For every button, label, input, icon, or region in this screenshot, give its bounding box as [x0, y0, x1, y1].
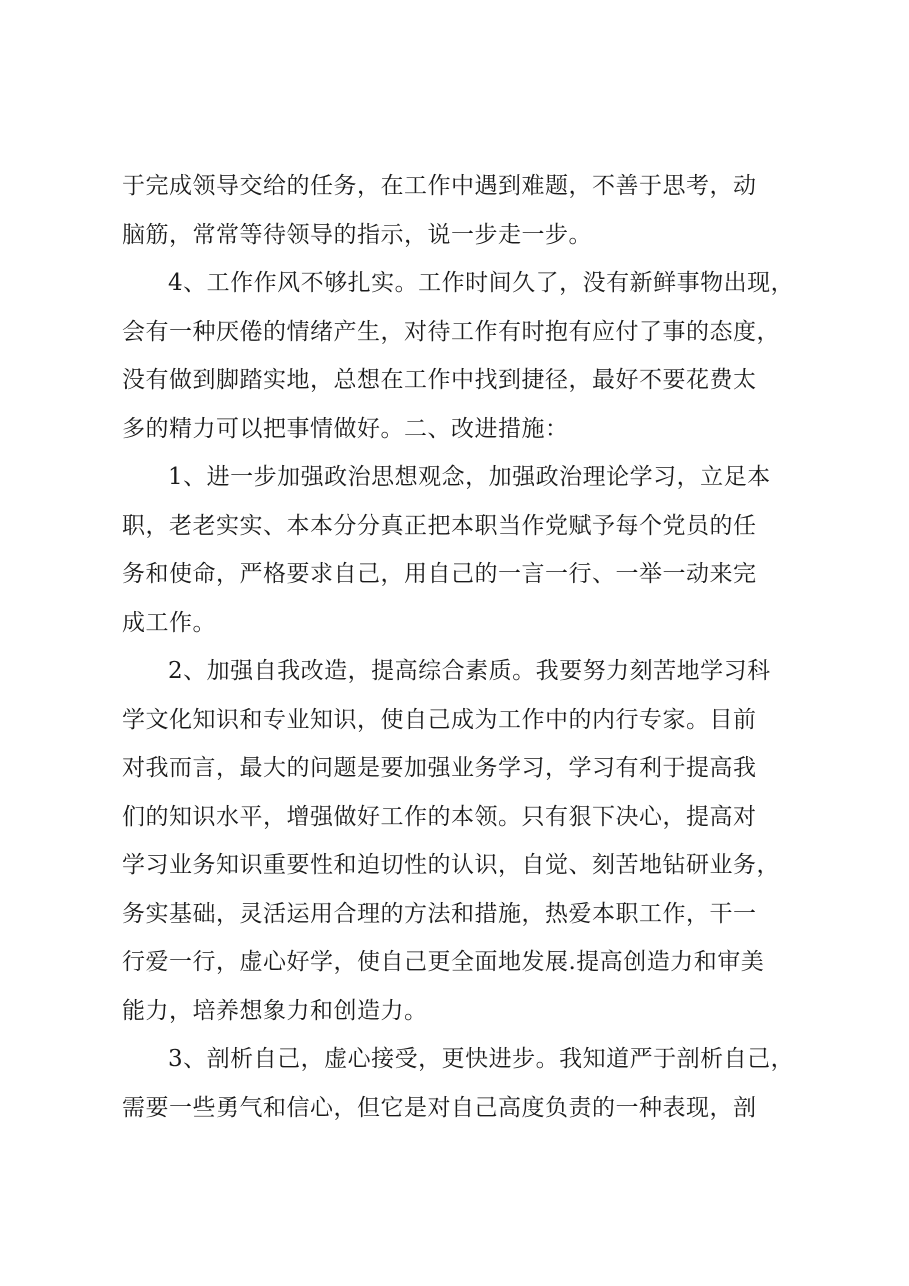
text-line: 于完成领导交给的任务，在工作中遇到难题，不善于思考，动: [122, 173, 757, 199]
text-line: 没有做到脚踏实地，总想在工作中找到捷径，最好不要花费太: [122, 367, 757, 393]
paragraph-measure-1: [122, 453, 802, 647]
document-body: [122, 162, 802, 1132]
text-line: 能力，培养想象力和创造力。: [122, 997, 428, 1024]
text-line: 务实基础，灵活运用合理的方法和措施，热爱本职工作，干一: [122, 900, 757, 927]
text-line: 成工作。: [122, 609, 216, 636]
text-line: 需要一些勇气和信心，但它是对自己高度负责的一种表现，剖: [122, 1094, 757, 1121]
paragraph-continuation: [122, 162, 802, 259]
paragraph-measure-3: [122, 1035, 802, 1132]
text-line: 行爱一行，虚心好学，使自己更全面地发展.提高创造力和审美: [122, 949, 765, 975]
text-line: 3、剖析自己，虚心接受，更快进步。我知道严于剖析自己，: [168, 1046, 795, 1072]
text-line: 1、进一步加强政治思想观念，加强政治理论学习，立足本: [168, 464, 771, 490]
text-line: 4、工作作风不够扎实。工作时间久了，没有新鲜事物出现，: [168, 270, 795, 296]
text-line: 学习业务知识重要性和迫切性的认识，自觉、刻苦地钻研业务，: [122, 852, 780, 878]
text-line: 脑筋，常常等待领导的指示，说一步走一步。: [122, 221, 592, 248]
text-line: 对我而言，最大的问题是要加强业务学习，学习有利于提高我: [122, 755, 757, 781]
text-line: 会有一种厌倦的情绪产生，对待工作有时抱有应付了事的态度，: [122, 318, 780, 345]
paragraph-work-style: [122, 259, 802, 453]
paragraph-measure-2: [122, 647, 802, 1035]
text-line: 职，老老实实、本本分分真正把本职当作党赋予每个党员的任: [122, 512, 757, 539]
text-line: 多的精力可以把事情做好。二、改进措施：: [122, 415, 569, 442]
text-line: 学文化知识和专业知识，使自己成为工作中的内行专家。目前: [122, 706, 757, 733]
text-line: 2、加强自我改造，提高综合素质。我要努力刻苦地学习科: [168, 658, 771, 684]
text-line: 们的知识水平，增强做好工作的本领。只有狠下决心，提高对: [122, 803, 757, 830]
text-line: 务和使命，严格要求自己，用自己的一言一行、一举一动来完: [122, 561, 757, 587]
